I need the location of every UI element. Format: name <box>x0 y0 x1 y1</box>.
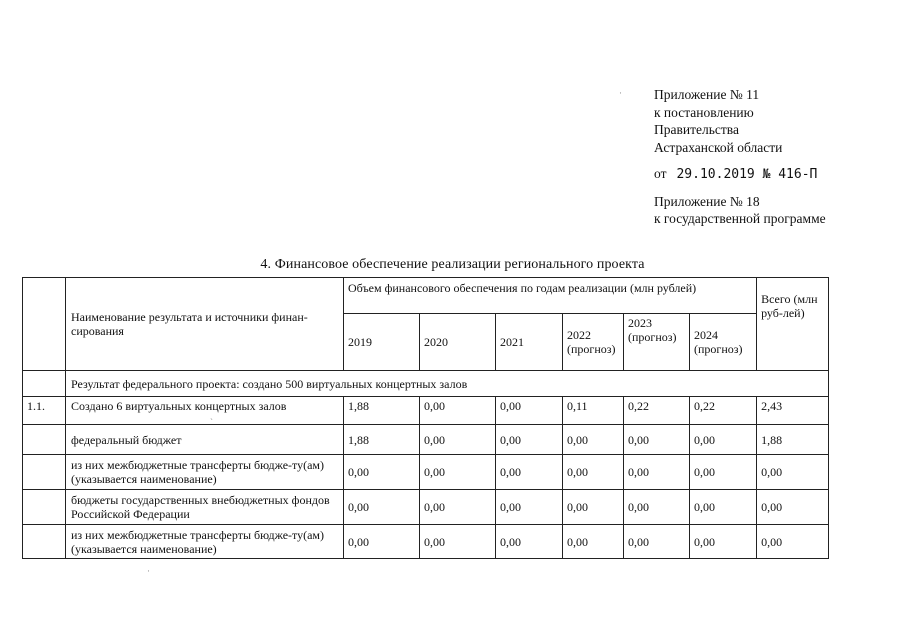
row-name: бюджеты государственных внебюджетных фондов Российской Федерации <box>66 490 344 525</box>
value-2022: 0,11 <box>563 397 624 425</box>
row-number <box>23 525 66 559</box>
table-row <box>23 525 829 559</box>
row-number: 1.1. <box>23 397 66 425</box>
table-row <box>23 490 829 525</box>
row-number <box>23 490 66 525</box>
date-value: 29.10.2019 № 416-П <box>676 167 818 182</box>
value-2021: 0,00 <box>496 455 563 490</box>
header-year-2022: 2022 (прогноз) <box>563 314 624 371</box>
value-2023: 0,00 <box>624 455 690 490</box>
appendix-number: Приложение № 11 <box>654 87 760 102</box>
row-name: федеральный бюджет <box>66 425 344 455</box>
value-2019: 1,88 <box>344 425 420 455</box>
appendix-government: Правительства <box>654 122 739 137</box>
value-2024: 0,00 <box>690 525 757 559</box>
appendix-region: Астраханской области <box>654 139 783 155</box>
appendix-block <box>654 86 826 228</box>
appendix-program-ref: к государственной программе <box>654 211 826 226</box>
result-row <box>23 371 829 397</box>
value-2021: 0,00 <box>496 425 563 455</box>
row-number <box>23 425 66 455</box>
value-2022: 0,00 <box>563 455 624 490</box>
table-row <box>23 397 829 425</box>
value-2022: 0,00 <box>563 425 624 455</box>
header-name-cell: Наименование результата и источники финан-сирования <box>66 278 344 371</box>
value-2024: 0,00 <box>690 490 757 525</box>
header-row-top <box>23 278 829 314</box>
table-row <box>23 455 829 490</box>
header-num-cell <box>23 278 66 371</box>
appendix-date-line <box>654 165 826 184</box>
value-2022: 0,00 <box>563 490 624 525</box>
value-2020: 0,00 <box>420 397 496 425</box>
financing-table <box>22 277 829 559</box>
row-number <box>23 455 66 490</box>
row-name: из них межбюджетные трансферты бюдже-ту(ам) (указывается наименование) <box>66 455 344 490</box>
value-2023: 0,00 <box>624 425 690 455</box>
value-2023: 0,00 <box>624 490 690 525</box>
header-volume-group: Объем финансового обеспечения по годам реализации (млн рублей) <box>344 278 757 314</box>
value-2020: 0,00 <box>420 525 496 559</box>
value-2021: 0,00 <box>496 397 563 425</box>
value-2019: 0,00 <box>344 525 420 559</box>
appendix-program-number: Приложение № 18 <box>654 193 760 209</box>
value-2020: 0,00 <box>420 455 496 490</box>
value-2023: 0,00 <box>624 525 690 559</box>
row-name: Создано 6 виртуальных концертных залов <box>66 397 344 425</box>
value-2022: 0,00 <box>563 525 624 559</box>
scan-speck: · <box>619 88 622 98</box>
value-total: 1,88 <box>757 425 829 455</box>
header-year-2024: 2024 (прогноз) <box>690 314 757 371</box>
header-total-cell: Всего (млн руб-лей) <box>757 278 829 371</box>
header-year-2021: 2021 <box>496 314 563 371</box>
value-2020: 0,00 <box>420 425 496 455</box>
value-total: 0,00 <box>757 455 829 490</box>
scan-speck: ` <box>210 417 213 427</box>
value-2020: 0,00 <box>420 490 496 525</box>
appendix-ref: к постановлению <box>654 104 754 120</box>
value-2021: 0,00 <box>496 525 563 559</box>
value-2024: 0,00 <box>690 425 757 455</box>
result-num-cell <box>23 371 66 397</box>
value-2024: 0,22 <box>690 397 757 425</box>
value-total: 0,00 <box>757 525 829 559</box>
value-2019: 0,00 <box>344 455 420 490</box>
result-text: Результат федерального проекта: создано 500 виртуальных концертных залов <box>66 371 829 397</box>
value-total: 0,00 <box>757 490 829 525</box>
table-row <box>23 425 829 455</box>
value-2019: 0,00 <box>344 490 420 525</box>
value-total: 2,43 <box>757 397 829 425</box>
date-prefix: от <box>654 166 667 181</box>
row-name: из них межбюджетные трансферты бюдже-ту(ам) (указывается наименование) <box>66 525 344 559</box>
header-year-2020: 2020 <box>420 314 496 371</box>
header-year-2023: 2023 (прогноз) <box>624 314 690 371</box>
header-year-2019: 2019 <box>344 314 420 371</box>
scan-speck: · <box>147 566 150 576</box>
value-2021: 0,00 <box>496 490 563 525</box>
value-2023: 0,22 <box>624 397 690 425</box>
value-2019: 1,88 <box>344 397 420 425</box>
section-title: 4. Финансовое обеспечение реализации регионального проекта <box>260 257 645 272</box>
value-2024: 0,00 <box>690 455 757 490</box>
